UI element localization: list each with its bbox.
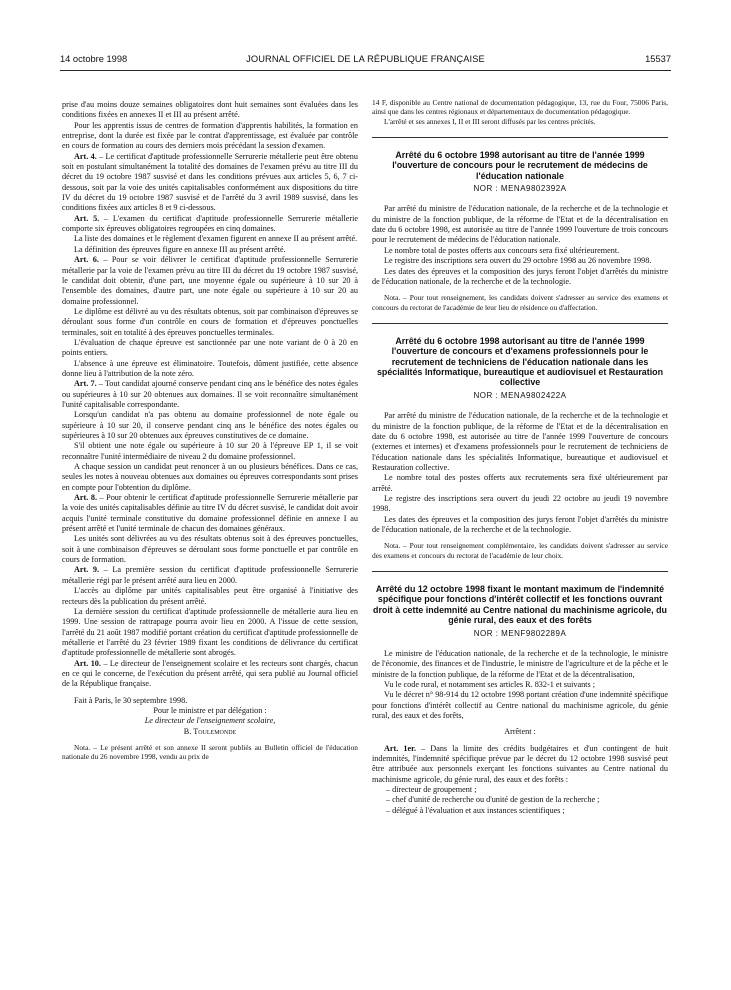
paragraph: Le nombre total de postes offerts aux concours sera fixé ultérieurement. — [384, 245, 620, 255]
paragraph: La liste des domaines et le règlement d'examen figurent en annexe II au présent arrêté. — [74, 234, 358, 244]
paragraph: Les unités sont délivrées au vu des résultats obtenus soit à des épreuves ponctuelles, soit à une combinaison d'épreuves se déroulant sous forme ponctuelle et par contrôle en cours de formation. — [62, 534, 358, 565]
section-title: Arrêté du 6 octobre 1998 autorisant au titre de l'année 1999 l'ouverture de concours et d'examens professionnels pour le recrutement de techniciens de l'éducation nationale dans les spécialités Informatique, bureautique et audiovisuel et Restauration collective — [376, 335, 664, 388]
section-divider — [372, 571, 668, 572]
paragraph: Vu le code rural, et notamment ses articles R. 832-1 et suivants ; — [384, 679, 595, 689]
paragraph: L'absence à une épreuve est éliminatoire. Toutefois, dûment justifiée, cette absence donne lieu à l'attribution de la note zéro. — [62, 358, 358, 378]
paragraph: Vu le décret n° 98-914 du 12 octobre 1998 portant création d'une indemnité spécifique pour fonctions d'intérêt collectif au Centre national du machinisme agricole, du génie rural, des eaux et des forêts, — [372, 690, 668, 720]
article-text: – La première session du certificat d'aptitude professionnelle Serrurerie métallerie régi par le présent arrêté aura lieu en 2000. — [62, 565, 358, 585]
running-header — [60, 54, 671, 70]
paragraph: La définition des épreuves figure en annexe III au présent arrêté. — [74, 244, 286, 254]
footnote: Nota. – Pour tout renseignement complémentaire, les candidats doivent s'adresser au service des examens et concours du rectorat de l'académie de leur choix. — [372, 541, 668, 560]
article-label: Art. 6. — [74, 255, 99, 265]
nor-reference: NOR : MENF9802289A — [473, 628, 567, 638]
article-4 — [62, 152, 358, 214]
article-8 — [62, 493, 358, 534]
paragraph: Pour les apprentis issus de centres de formation d'apprentis habilités, la formation en entreprise, dont la durée est fixée par le contrat d'apprentissage, est évaluée par contrôle en cours de formation au cours des derniers mois précédant la session d'examen. — [62, 120, 358, 151]
article-text: – Le directeur de l'enseignement scolaire et les recteurs sont chargés, chacun en ce qui le concerne, de l'exécution du présent arrêté, qui sera publié au Journal officiel de la République française. — [62, 658, 359, 689]
header-journal-title: JOURNAL OFFICIEL DE LA RÉPUBLIQUE FRANÇAISE — [246, 54, 485, 64]
paragraph: Les dates des épreuves et la composition des jurys feront l'objet d'arrêtés du ministre de l'éducation nationale, de la recherche et de la technologie. — [372, 514, 668, 534]
header-date: 14 octobre 1998 — [60, 54, 128, 64]
continued-note: L'arrêté et ses annexes I, II et III seront diffusés par les centres précités. — [384, 116, 596, 126]
signature-title: Le directeur de l'enseignement scolaire, — [144, 716, 276, 726]
signature-name: B. Toulemonde — [183, 726, 237, 736]
done-at: Fait à Paris, le 30 septembre 1998. — [74, 695, 188, 705]
paragraph: prise d'au moins douze semaines obligatoires dont huit semaines sont évaluées dans les conditions fixées en annexes II et III au présent arrêté. — [62, 100, 358, 120]
article-1 — [372, 744, 668, 785]
footnote: Nota. – Pour tout renseignement, les candidats doivent s'adresser au service des examens et concours du rectorat de l'académie de leur lieu de résidence ou d'affectation. — [372, 293, 668, 312]
article-6 — [62, 255, 358, 307]
list-item: – délégué à l'évaluation et aux instances scientifiques ; — [386, 805, 565, 815]
list-item: – directeur de groupement ; — [386, 784, 477, 794]
paragraph: Le registre des inscriptions sera ouvert du jeudi 22 octobre au jeudi 19 novembre 1998. — [372, 493, 668, 514]
article-label: Art. 1er. — [384, 743, 417, 753]
header-rule — [60, 70, 671, 71]
section-divider — [372, 137, 668, 138]
paragraph: Le registre des inscriptions sera ouvert du 29 octobre 1998 au 26 novembre 1998. — [384, 256, 652, 266]
footnote: Nota. – Le présent arrêté et son annexe II seront publiés au Bulletin officiel de l'éducation nationale du 26 novembre 1998, vendu au prix de — [62, 742, 358, 762]
paragraph: Le ministre de l'éducation nationale, de la recherche et de la technologie, le ministre de l'économie, des finances et de l'industrie, le ministre de l'agriculture et de la pêche et le ministre de la fonction publique, de la réforme de l'Etat et de la décentralisation, — [372, 648, 668, 679]
paragraph: Par arrêté du ministre de l'éducation nationale, de la recherche et de la technologie et du ministre de la fonction publique, de la réforme de l'Etat et de la décentralisation en date du 6 octobre 1998, est autorisée au titre de l'année 1999 l'ouverture de concours (externes et internes) et d'examens professionnels pour le recrutement de techniciens de l'éducation nationale dans les spécialités Informatique, bureautique et audiovisuel et Restauration collective. — [372, 411, 668, 472]
section-divider — [372, 323, 668, 324]
paragraph: Par arrêté du ministre de l'éducation nationale, de la recherche et de la technologie et du ministre de la fonction publique, de la réforme de l'Etat et de la décentralisation en date du 6 octobre 1998, est autorisée au titre de l'année 1999 l'ouverture de trois concours pour le recrutement de médecins de l'éducation nationale. — [372, 204, 668, 245]
right-column — [372, 98, 668, 816]
continued-note: 14 F, disponible au Centre national de documentation pédagogique, 13, rue du Four, 75006 Paris, ainsi que dans les centres régionaux et départementaux de documentation pédagogique. — [372, 98, 668, 117]
article-label: Art. 8. — [74, 493, 97, 503]
article-text: – Le certificat d'aptitude professionnelle Serrurerie métallerie peut être obtenu soit en postulant simultanément la totalité des domaines de l'examen prévu au titre III du décret du 19 octobre 1987 susvisé et dans les conditions prévues aux articles 5, 6, 7 ci-dessous, soit par la voie des unités capitalisables conformément aux dispositions du titre IV du décret du 19 octobre 1987 susvisé et de l'arrêté du 3 avril 1989 susvisé, dans les conditions fixées aux articles 8 et 9 ci-dessous. — [62, 151, 358, 213]
article-label: Art. 7. — [74, 379, 97, 389]
nor-reference: NOR : MENA9802392A — [473, 184, 567, 194]
section-title: Arrêté du 12 octobre 1998 fixant le montant maximum de l'indemnité spécifique pour fonctions d'intérêt collectif et les fonctions ouvrant droit à cette indemnité au Centre national du machinisme agricole, du génie rural, des eaux et des forêts — [373, 583, 667, 626]
article-text: – Pour obtenir le certificat d'aptitude professionnelle Serrurerie métallerie par la voie des unités capitalisables définie au titre IV du décret susvisé, le candidat doit avoir acquis l'unité terminale constitutive du domaine professionnel définie en annexe I au présent arrêté et l'unité terminale de chacun des domaines généraux. — [62, 493, 358, 534]
paragraph: Les dates des épreuves et la composition des jurys feront l'objet d'arrêtés du ministre de l'éducation nationale, de la recherche et de la technologie. — [372, 266, 668, 286]
paragraph: A chaque session un candidat peut renoncer à un ou plusieurs bénéfices. Dans ce cas, seules les notes à nouveau obtenues aux domaines ou épreuves correspondants sont prises en compte pour l'obtention du diplôme. — [62, 462, 358, 492]
paragraph: Le diplôme est délivré au vu des résultats obtenus, soit par combinaison d'épreuves se déroulant sous forme d'un contrôle en cours de formation et d'épreuves ponctuelles terminales, soit en totalité à des épreuves ponctuelles terminales. — [62, 306, 358, 337]
article-text: – L'examen du certificat d'aptitude professionnelle Serrurerie métallerie comporte six épreuves obligatoires regroupées en cinq domaines. — [62, 213, 358, 234]
paragraph: L'évaluation de chaque épreuve est sanctionnée par une note variant de 0 à 20 en points entiers. — [62, 337, 358, 358]
article-text: – Pour se voir délivrer le certificat d'aptitude professionnelle Serrurerie métallerie par la voie de l'examen prévu au titre III du décret du 19 octobre 1987 susvisé, le candidat doit obtenir, d'une part, une moyenne égale ou supérieure à 10 sur 20 à l'ensemble des domaines, d'autre part, une note égale ou supérieure à 10 sur 20 au domaine professionnel. — [62, 255, 358, 306]
article-text: – Dans la limite des crédits budgétaires et d'un contingent de huit indemnités, l'indemnité spécifique prévue par le décret du 12 octobre 1998 susvisé peut être attribuée aux personnels exerçant les fonctions suivantes au Centre national du machinisme agricole, du génie rural, des eaux et des forêts : — [372, 743, 668, 784]
paragraph: S'il obtient une note égale ou supérieure à 10 sur 20 à l'épreuve EP 1, il se voit reconnaître l'unité intermédiaire de niveau 2 du domaine professionnel. — [62, 441, 358, 461]
article-label: Art. 10. — [74, 658, 101, 668]
paragraph: L'accès au diplôme par unités capitalisables peut être organisé à l'initiative des recteurs dès la publication du présent arrêté. — [62, 586, 358, 606]
article-label: Art. 9. — [74, 565, 100, 575]
article-label: Art. 4. — [74, 151, 97, 161]
header-page-number: 15537 — [645, 54, 671, 64]
paragraph: La dernière session du certificat d'aptitude professionnelle de métallerie aura lieu en 1999. Une session de rattrapage pourra avoir lieu en 2000. A l'issue de cette session, l'arrêté du 21 août 1987 modifié portant création du certificat d'aptitude professionnelle de métallerie et l'arrêté du 23 février 1989 fixant les conditions de délivrance du certificat d'aptitude professionnelle de métallerie sont abrogés. — [62, 606, 358, 658]
section-title: Arrêté du 6 octobre 1998 autorisant au titre de l'année 1999 l'ouverture de concours pour le recrutement de médecins de l'éducation nationale — [392, 149, 648, 181]
article-label: Art. 5. — [74, 213, 100, 223]
article-text: – Tout candidat ajourné conserve pendant cinq ans le bénéfice des notes égales ou supérieures à 10 sur 20 obtenues aux domaines. Il se voit reconnaître simultanément l'unité capitalisable correspondante. — [62, 379, 358, 409]
article-9 — [62, 565, 358, 586]
decree-arretent: Arrêtent : — [504, 727, 536, 737]
paragraph: Le nombre total des postes offerts aux recrutements sera fixé ultérieurement par arrêté. — [372, 473, 668, 493]
article-5 — [62, 214, 358, 235]
paragraph: Lorsqu'un candidat n'a pas obtenu au domaine professionnel de note égale ou supérieure à 10 sur 20, il conserve pendant cinq ans le bénéfice des notes égales ou supérieures à 10 sur 20 obtenues aux épreuves constitutives de ce domaine. — [62, 410, 358, 440]
left-column — [62, 100, 358, 762]
signature-line: Pour le ministre et par délégation : — [153, 705, 267, 715]
article-10 — [62, 659, 358, 690]
nor-reference: NOR : MENA9802422A — [473, 390, 567, 400]
article-7 — [62, 379, 358, 410]
list-item: – chef d'unité de recherche ou d'unité de gestion de la recherche ; — [386, 795, 600, 805]
